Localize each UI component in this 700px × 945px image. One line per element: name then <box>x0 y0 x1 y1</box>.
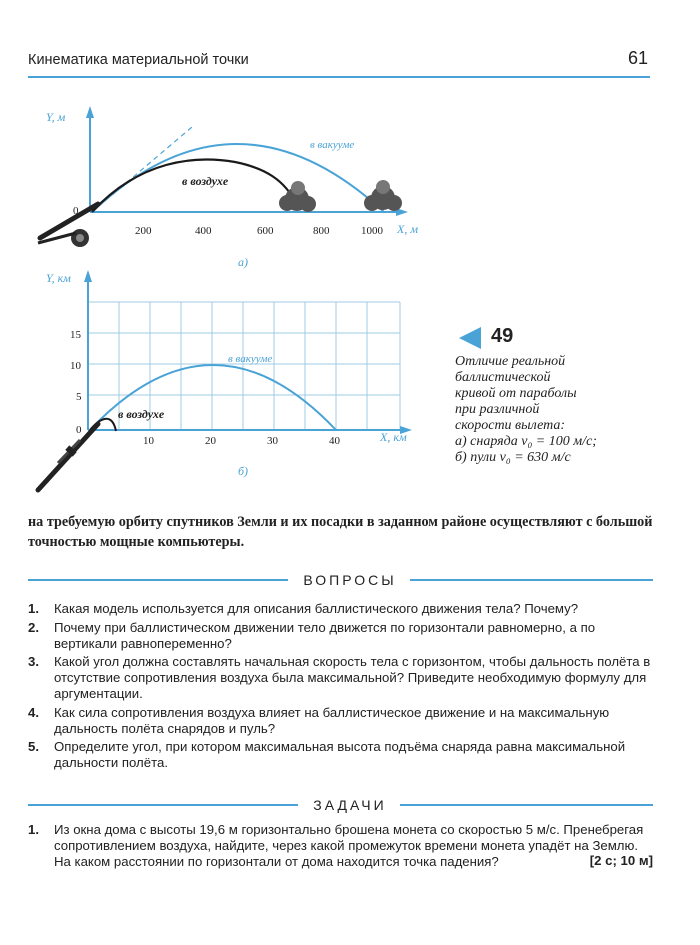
task-answer: [2 с; 10 м] <box>589 853 653 869</box>
figure-number: 49 <box>491 325 514 347</box>
fig-a-origin: 0 <box>73 205 79 217</box>
question-item: 4. Как сила сопротивления воздуха влияет на баллистическое движение и на максимальную дальность полёта снарядов и пуль? <box>28 704 610 736</box>
questions-heading: ВОПРОСЫ <box>303 572 397 588</box>
fig-b-ytick-5: 5 <box>76 391 82 403</box>
fig-a-vacuum-label: в вакууме <box>310 139 355 151</box>
fig-b-xtick-20: 20 <box>205 435 216 447</box>
running-title: Кинематика материальной точки <box>28 52 249 68</box>
fig-a-air-label: в воздухе <box>182 174 229 188</box>
page-number: 61 <box>627 48 648 68</box>
fig-b-y-label: Y, км <box>46 271 71 285</box>
figure-b <box>0 0 455 510</box>
fig-a-tick-200: 200 <box>135 225 152 237</box>
fig-b-xtick-40: 40 <box>329 435 340 447</box>
question-item: 5. Определите угол, при котором максимальная высота подъёма снаряда равна максимальной дальности полёта. <box>28 739 626 771</box>
fig-b-y-arrow <box>84 270 92 282</box>
fig-a-tick-800: 800 <box>313 225 330 237</box>
fig-b-sub-label: б) <box>238 464 249 478</box>
question-item: 1. Какая модель используется для описания баллистического движения тела? Почему? <box>28 601 579 616</box>
caption-text: Отличие реальной баллистической кривой от параболы при различной скорости вылета: а) снаряда v₀ = 100 м/с; б) пули v₀ = 630 м/с <box>455 354 597 465</box>
fig-a-y-label: Y, м <box>46 110 66 124</box>
fig-a-tick-600: 600 <box>257 225 274 237</box>
fig-a-x-label: X, м <box>397 222 418 236</box>
fig-b-origin: 0 <box>76 424 82 436</box>
figure-caption <box>455 325 675 466</box>
fig-b-xtick-30: 30 <box>267 435 278 447</box>
tasks-heading: ЗАДАЧИ <box>313 797 387 813</box>
fig-a-tick-1000: 1000 <box>361 225 383 237</box>
rifle-icon <box>38 424 98 490</box>
fig-a-sub-label: а) <box>238 255 248 269</box>
fig-b-xtick-10: 10 <box>143 435 154 447</box>
fig-b-ytick-15: 15 <box>70 329 81 341</box>
tasks-list <box>28 822 653 872</box>
body-paragraph: на требуемую орбиту спутников Земли и их посадки в заданном районе осуществляют с большой точностью мощные компьютеры. <box>28 514 653 550</box>
triangle-marker-icon <box>459 327 481 349</box>
fig-b-air-label: в воздухе <box>118 407 165 421</box>
question-item: 3. Какой угол должна составлять начальная скорость тела с горизонтом, чтобы дальность полёта в отсутствие сопротивления воздуха была максимальной? Приведите необходимую формулу для аргументации. <box>28 654 651 701</box>
questions-list <box>28 601 653 774</box>
fig-b-vacuum-label: в вакууме <box>228 353 273 365</box>
fig-b-ytick-10: 10 <box>70 360 81 372</box>
fig-a-tick-400: 400 <box>195 225 212 237</box>
question-item: 2. Почему при баллистическом движении тело движется по горизонтали равномерно, а по вертикали равнопеременно? <box>28 619 596 651</box>
fig-b-x-label: X, км <box>380 430 407 444</box>
task-item: 1. Из окна дома с высоты 19,6 м горизонтально брошена монета со скоростью 5 м/с. Пренебрегая сопротивлением воздуха, найдите, через какой промежуток времени монета упадёт на Землю. На каком расстоянии по горизонтали от дома находится точка падения? [2 с; 10 м] <box>28 822 653 869</box>
